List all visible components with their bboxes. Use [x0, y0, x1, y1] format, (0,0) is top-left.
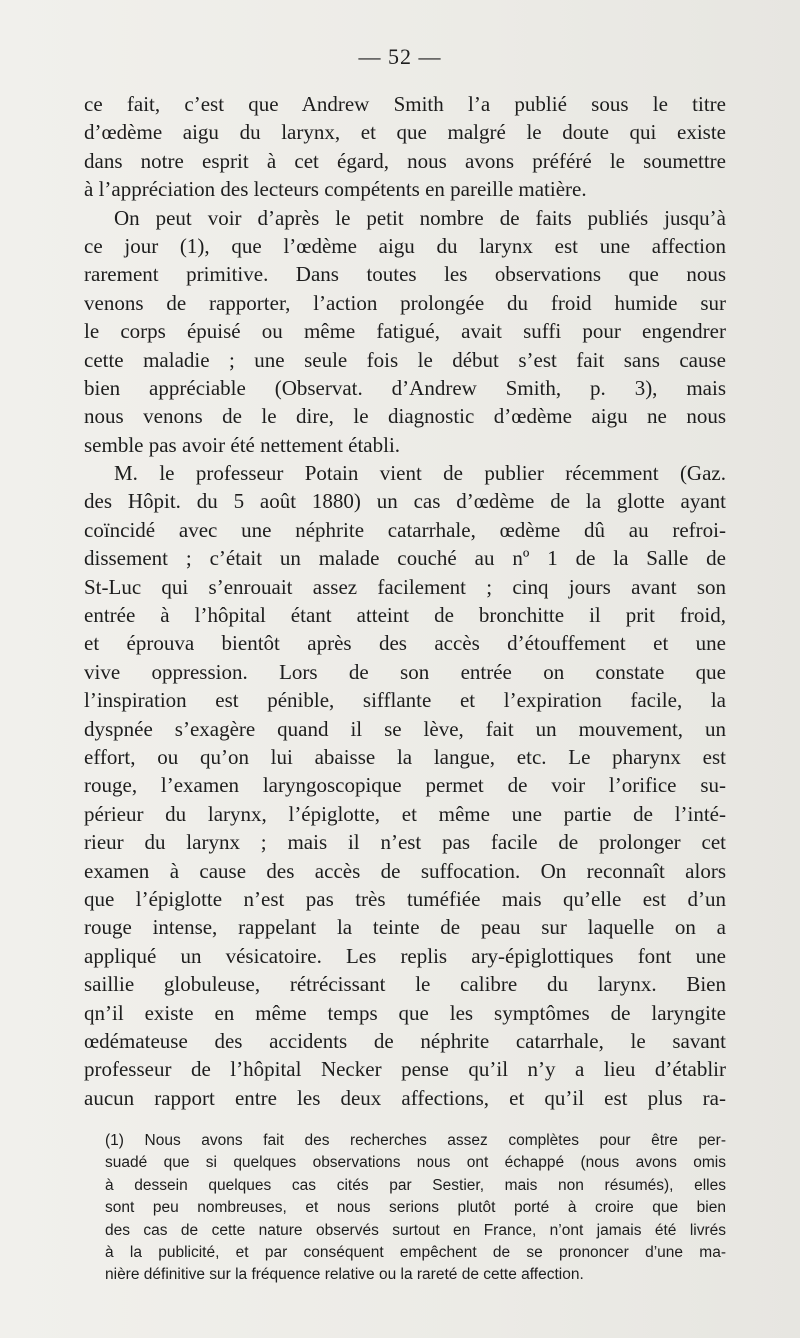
text-line: que l’épiglotte n’est pas très tuméfiée mais qu’elle est d’un [84, 886, 726, 911]
footnote-line: suadé que si quelques observations nous ont échappé (nous avons omis [105, 1154, 726, 1172]
page-number: — 52 — [358, 44, 442, 69]
text-line: bien appréciable (Observat. d’Andrew Smith, p. 3), mais [84, 375, 726, 400]
text-line: d’œdème aigu du larynx, et que malgré le doute qui existe [84, 120, 726, 145]
footnotes [105, 1130, 726, 1287]
text-line: coïncidé avec une néphrite catarrhale, œdème dû au refroi- [84, 517, 726, 542]
text-line: périeur du larynx, l’épiglotte, et même une partie de l’inté- [84, 801, 726, 826]
body-text [84, 90, 726, 1112]
text-line: dissement ; c’était un malade couché au nº 1 de la Salle de [84, 546, 726, 571]
text-line: examen à cause des accès de suffocation. On reconnaît alors [84, 858, 726, 883]
text-line: rouge, l’examen laryngoscopique permet de voir l’orifice su- [84, 773, 726, 798]
text-line: cette maladie ; une seule fois le début s’est fait sans cause [84, 347, 726, 372]
text-line: professeur de l’hôpital Necker pense qu’il n’y a lieu d’établir [84, 1057, 726, 1082]
text-line: dyspnée s’exagère quand il se lève, fait un mouvement, un [84, 716, 726, 741]
footnote-line: à la publicité, et par conséquent empêchent de se prononcer d’une ma- [105, 1243, 726, 1261]
footnote-line: des cas de cette nature observés surtout en France, n’ont jamais été livrés [105, 1221, 726, 1239]
text-line: vive oppression. Lors de son entrée on constate que [84, 659, 726, 684]
text-line: effort, ou qu’on lui abaisse la langue, etc. Le pharynx est [84, 744, 726, 769]
text-line: le corps épuisé ou même fatigué, avait suffi pour engendrer [84, 319, 726, 344]
text-line: saillie globuleuse, rétrécissant le calibre du larynx. Bien [84, 972, 726, 997]
text-line: venons de rapporter, l’action prolongée du froid humide sur [84, 290, 726, 315]
text-line: ce jour (1), que l’œdème aigu du larynx est une affection [84, 233, 726, 258]
footnote-line: sont peu nombreuses, et nous serions plutôt porté à croire que bien [105, 1199, 726, 1217]
text-line: M. le professeur Potain vient de publier récemment (Gaz. [114, 461, 726, 486]
text-line: l’inspiration est pénible, sifflante et l’expiration facile, la [84, 688, 726, 713]
text-line: semble pas avoir été nettement établi. [84, 432, 401, 457]
text-line: appliqué un vésicatoire. Les replis ary-épiglottiques font une [84, 943, 726, 968]
text-line: entrée à l’hôpital étant atteint de bronchitte il prit froid, [84, 603, 726, 628]
text-line: ce fait, c’est que Andrew Smith l’a publié sous le titre [84, 92, 726, 116]
text-line: rouge intense, rappelant la teinte de peau sur laquelle on a [84, 915, 726, 940]
text-line: rarement primitive. Dans toutes les observations que nous [84, 262, 726, 287]
text-line: nous venons de le dire, le diagnostic d’œdème aigu ne nous [84, 404, 726, 429]
text-line: et éprouva bientôt après des accès d’étouffement et une [84, 631, 726, 656]
text-line: qn’il existe en même temps que les symptômes de laryngite [84, 1000, 726, 1025]
text-line: dans notre esprit à cet égard, nous avons préféré le soumettre [84, 148, 726, 173]
text-line: rieur du larynx ; mais il n’est pas facile de prolonger cet [84, 830, 726, 855]
text-line: œdémateuse des accidents de néphrite catarrhale, le savant [84, 1028, 726, 1053]
text-line: On peut voir d’après le petit nombre de faits publiés jusqu’à [114, 205, 726, 230]
text-line: aucun rapport entre les deux affections, et qu’il est plus ra- [84, 1085, 726, 1110]
footnote-line: à dessein quelques cas cités par Sestier, mais non résumés), elles [105, 1176, 726, 1194]
text-line: St-Luc qui s’enrouait assez facilement ; cinq jours avant son [84, 574, 726, 599]
text-line: à l’appréciation des lecteurs compétents en pareille matière. [84, 177, 587, 202]
text-line: des Hôpit. du 5 août 1880) un cas d’œdème de la glotte ayant [84, 489, 726, 514]
footnote-line: nière définitive sur la fréquence relative ou la rareté de cette affection. [105, 1266, 584, 1284]
footnote-line: (1) Nous avons fait des recherches assez complètes pour être per- [105, 1132, 726, 1149]
